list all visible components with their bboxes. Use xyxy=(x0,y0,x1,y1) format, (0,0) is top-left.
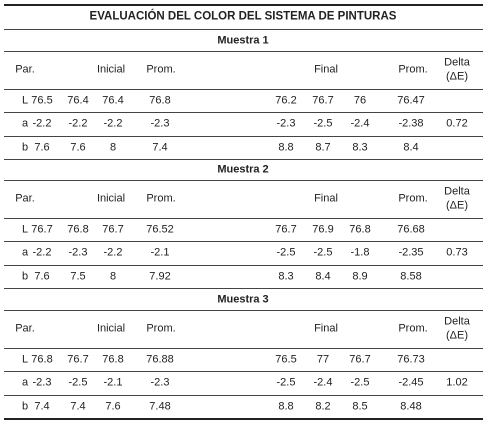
initial-reading: 76.7 xyxy=(31,223,53,236)
row-param: a xyxy=(21,117,29,130)
initial-reading: 7.6 xyxy=(34,270,50,283)
final-reading: 8.8 xyxy=(278,141,294,154)
initial-reading: 76.5 xyxy=(31,94,53,107)
initial-reading: 76.8 xyxy=(31,353,53,366)
final-reading: 76.9 xyxy=(312,223,334,236)
section-bottom-rule xyxy=(4,159,483,160)
final-average: 8.48 xyxy=(400,400,422,413)
row-rule xyxy=(4,112,483,113)
initial-reading: 7.5 xyxy=(70,270,86,283)
final-average: 76.47 xyxy=(397,94,425,107)
final-reading: 8.8 xyxy=(278,400,294,413)
final-average: 76.68 xyxy=(397,223,425,236)
header-param: Par. xyxy=(15,63,35,76)
delta-value: 0.72 xyxy=(446,117,468,130)
row-param: L xyxy=(21,94,29,107)
title-divider xyxy=(4,29,483,30)
initial-reading: 7.6 xyxy=(34,141,50,154)
top-border xyxy=(4,4,483,6)
initial-reading: -2.1 xyxy=(103,376,123,389)
row-rule xyxy=(4,310,483,311)
final-reading: -2.5 xyxy=(350,376,370,389)
initial-reading: -2.2 xyxy=(32,246,52,259)
initial-average: 76.52 xyxy=(146,223,174,236)
final-reading: -2.5 xyxy=(276,246,296,259)
initial-reading: 8 xyxy=(109,141,117,154)
final-average: 8.4 xyxy=(403,141,419,154)
header-param: Par. xyxy=(15,322,35,335)
sample-title: Muestra 1 xyxy=(217,34,269,47)
row-param: b xyxy=(21,400,29,413)
initial-average: -2.3 xyxy=(150,376,170,389)
initial-reading: -2.3 xyxy=(32,376,52,389)
initial-average: 7.92 xyxy=(149,270,171,283)
initial-reading: -2.3 xyxy=(68,246,88,259)
row-param: L xyxy=(21,223,29,236)
initial-reading: -2.2 xyxy=(103,117,123,130)
initial-reading: 76.8 xyxy=(102,353,124,366)
initial-reading: -2.5 xyxy=(68,376,88,389)
final-reading: 76.8 xyxy=(349,223,371,236)
header-initial-avg: Prom. xyxy=(146,192,176,205)
final-average: -2.35 xyxy=(398,246,424,259)
row-param: b xyxy=(21,141,29,154)
final-reading: 8.5 xyxy=(352,400,368,413)
final-reading: 8.9 xyxy=(352,270,368,283)
row-param: L xyxy=(21,353,29,366)
final-reading: -2.5 xyxy=(313,117,333,130)
delta-value: 1.02 xyxy=(446,376,468,389)
delta-value: 0.73 xyxy=(446,246,468,259)
initial-reading: 76.8 xyxy=(67,223,89,236)
row-rule xyxy=(4,136,483,137)
row-rule xyxy=(4,241,483,242)
header-initial: Inicial xyxy=(96,192,126,205)
initial-reading: 76.4 xyxy=(102,94,124,107)
header-delta-unit: (ΔE) xyxy=(445,71,468,83)
header-delta-label: Delta xyxy=(444,56,470,69)
row-rule xyxy=(4,51,483,52)
header-initial-avg: Prom. xyxy=(146,63,176,76)
header-delta-unit: (ΔE) xyxy=(445,330,468,342)
sample-title: Muestra 3 xyxy=(217,293,269,306)
final-reading: 76 xyxy=(353,94,367,107)
header-initial: Inicial xyxy=(96,322,126,335)
final-reading: 8.4 xyxy=(315,270,331,283)
header-delta-unit: (ΔE) xyxy=(445,200,468,212)
initial-average: 7.4 xyxy=(152,141,168,154)
final-reading: 77 xyxy=(316,353,330,366)
initial-average: 76.8 xyxy=(149,94,171,107)
row-rule xyxy=(4,89,483,90)
header-delta-label: Delta xyxy=(444,185,470,198)
final-reading: -2.3 xyxy=(276,117,296,130)
final-reading: -2.5 xyxy=(276,376,296,389)
final-average: 76.73 xyxy=(397,353,425,366)
row-param: a xyxy=(21,246,29,259)
final-reading: 8.3 xyxy=(278,270,294,283)
row-param: a xyxy=(21,376,29,389)
header-final: Final xyxy=(314,322,338,335)
header-final-avg: Prom. xyxy=(398,322,428,335)
row-rule xyxy=(4,180,483,181)
final-average: -2.38 xyxy=(398,117,424,130)
initial-reading: 76.7 xyxy=(102,223,124,236)
initial-reading: -2.2 xyxy=(68,117,88,130)
row-param: b xyxy=(21,270,29,283)
initial-reading: 76.7 xyxy=(67,353,89,366)
header-delta xyxy=(444,185,470,214)
row-rule xyxy=(4,348,483,349)
final-reading: 76.7 xyxy=(349,353,371,366)
row-rule xyxy=(4,371,483,372)
final-reading: 8.3 xyxy=(352,141,368,154)
row-rule xyxy=(4,265,483,266)
header-initial: Inicial xyxy=(96,63,126,76)
final-reading: 76.7 xyxy=(312,94,334,107)
initial-reading: 76.4 xyxy=(67,94,89,107)
row-rule xyxy=(4,395,483,396)
final-reading: 8.2 xyxy=(315,400,331,413)
initial-reading: 8 xyxy=(109,270,117,283)
initial-average: 7.48 xyxy=(149,400,171,413)
header-final-avg: Prom. xyxy=(398,63,428,76)
table-title: EVALUACIÓN DEL COLOR DEL SISTEMA DE PINTURAS xyxy=(89,10,397,23)
header-final-avg: Prom. xyxy=(398,192,428,205)
initial-reading: -2.2 xyxy=(32,117,52,130)
final-reading: -2.4 xyxy=(313,376,333,389)
final-average: 8.58 xyxy=(400,270,422,283)
final-reading: 76.7 xyxy=(275,223,297,236)
initial-reading: 7.4 xyxy=(70,400,86,413)
header-final: Final xyxy=(314,63,338,76)
final-reading: -2.5 xyxy=(313,246,333,259)
final-reading: 76.2 xyxy=(275,94,297,107)
initial-reading: -2.2 xyxy=(103,246,123,259)
final-average: -2.45 xyxy=(398,376,424,389)
initial-reading: 7.6 xyxy=(105,400,121,413)
header-delta xyxy=(444,315,470,344)
section-bottom-rule xyxy=(4,288,483,289)
initial-reading: 7.4 xyxy=(34,400,50,413)
final-reading: -1.8 xyxy=(350,246,370,259)
section-bottom-rule xyxy=(4,418,483,420)
sample-title: Muestra 2 xyxy=(217,163,269,176)
header-final: Final xyxy=(314,192,338,205)
initial-average: -2.3 xyxy=(150,117,170,130)
initial-reading: 7.6 xyxy=(70,141,86,154)
header-delta-label: Delta xyxy=(444,315,470,328)
initial-average: -2.1 xyxy=(150,246,170,259)
header-delta xyxy=(444,56,470,85)
final-reading: -2.4 xyxy=(350,117,370,130)
final-reading: 8.7 xyxy=(315,141,331,154)
header-param: Par. xyxy=(15,192,35,205)
final-reading: 76.5 xyxy=(275,353,297,366)
header-initial-avg: Prom. xyxy=(146,322,176,335)
row-rule xyxy=(4,218,483,219)
initial-average: 76.88 xyxy=(146,353,174,366)
